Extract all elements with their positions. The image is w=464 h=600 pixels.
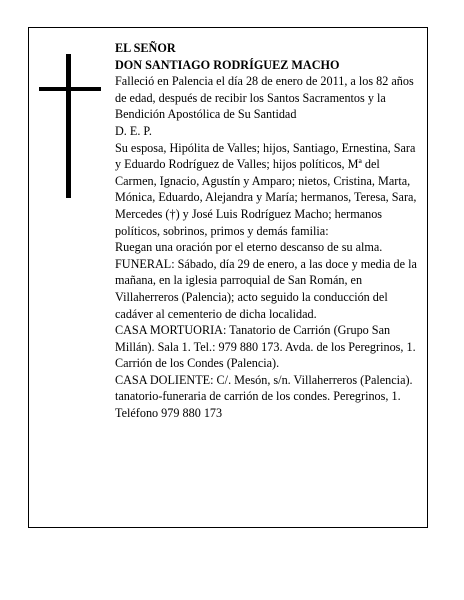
obituary-notice: [28, 27, 428, 528]
prayer-request: Ruegan una oración por el eterno descanso de su alma.: [115, 240, 383, 255]
funeral-service-contact: tanatorio-funeraria de carrión de los condes. Peregrinos, 1. Teléfono 979 880 173: [115, 389, 401, 421]
cross-horizontal-bar: [39, 87, 101, 91]
obituary-text: [115, 40, 423, 422]
cross-icon: [39, 54, 101, 198]
family-home-details: CASA DOLIENTE: C/. Mesón, s/n. Villaherreros (Palencia).: [115, 372, 413, 387]
family-paragraph: Su esposa, Hipólita de Valles; hijos, Santiago, Ernestina, Sara y Eduardo Rodríguez de Valles; hijos políticos, Mª del Carmen, Ignacio, Agustín y Amparo; nietos, Cristina, Marta, Mónica, Eduardo, Alejandra y María; hermanos, Teresa, Sara, Mercedes (†) y José Luis Rodríguez Macho; hermanos políticos, sobrinos, primos y demás familia:: [115, 140, 417, 238]
death-announcement: Falleció en Palencia el día 28 de enero de 2011, a los 82 años de edad, después de recibir los Santos Sacramentos y la Bendición Apostólica de Su Santidad: [115, 74, 414, 122]
rip-line: D. E. P.: [115, 123, 152, 138]
heading-title: EL SEÑOR: [115, 41, 176, 55]
heading-name: DON SANTIAGO RODRÍGUEZ MACHO: [115, 57, 340, 72]
cross-vertical-bar: [66, 54, 71, 198]
funeral-details: FUNERAL: Sábado, día 29 de enero, a las doce y media de la mañana, en la iglesia parroquial de San Román, en Villaherreros (Palencia); acto seguido la conducción del cadáver al cementerio de dicha localidad.: [115, 256, 417, 321]
funeral-home-details: CASA MORTUORIA: Tanatorio de Carrión (Grupo San Millán). Sala 1. Tel.: 979 880 173. Avda. de los Peregrinos, 1. Carrión de los Condes (Palencia).: [115, 323, 416, 371]
